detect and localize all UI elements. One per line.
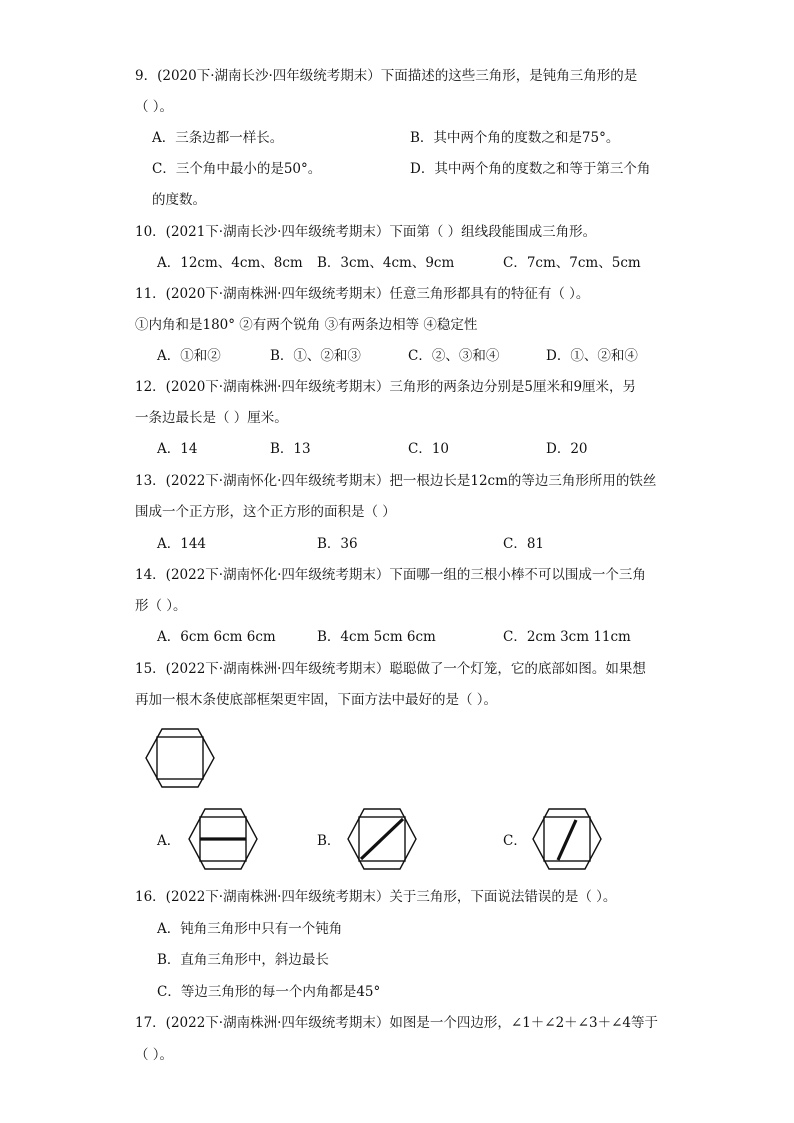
q11-option-c: C．②、③和④	[408, 348, 500, 364]
q17-stem-line1: 17．(2022下·湖南株洲·四年级统考期末）如图是一个四边形，∠1＋∠2＋∠3＋∠4等于	[135, 1015, 658, 1031]
q12-option-d: D．20	[546, 441, 588, 457]
q13-stem-line1: 13．(2022下·湖南怀化·四年级统考期末）把一根边长是12cm的等边三角形所用的铁丝	[135, 473, 657, 489]
lantern-base-figure	[145, 728, 215, 788]
q12-option-c: C．10	[408, 441, 450, 457]
q17-stem-line2: （ ）。	[135, 1047, 174, 1063]
q9-stem-line1: 9．(2020下·湖南长沙·四年级统考期末）下面描述的这些三角形，是钝角三角形的是	[135, 68, 638, 84]
q13-option-c: C．81	[503, 536, 545, 552]
option-c-figure	[532, 808, 602, 870]
q15-option-b: B．	[317, 833, 341, 849]
q9-option-b: B．其中两个角的度数之和是75°。	[410, 130, 620, 146]
q10-option-b: B．3cm、4cm、9cm	[317, 255, 455, 271]
q14-option-c: C．2cm 3cm 11cm	[503, 629, 631, 645]
q9-stem-line2: （ ）。	[135, 99, 174, 115]
q16-option-c: C．等边三角形的每一个内角都是45°	[157, 984, 381, 1000]
q9-option-c: C．三个角中最小的是50°。	[152, 161, 322, 177]
q11-option-b: B．①、②和③	[270, 348, 361, 364]
q15-stem-line1: 15．(2022下·湖南株洲·四年级统考期末）聪聪做了一个灯笼，它的底部如图。如果想	[135, 661, 646, 677]
q15-stem-line2: 再加一根木条使底部框架更牢固，下面方法中最好的是（ ）。	[135, 692, 498, 708]
q9-option-d: D．其中两个角的度数之和等于第三个角	[410, 161, 651, 177]
q16-stem: 16．(2022下·湖南株洲·四年级统考期末）关于三角形，下面说法错误的是（ ）。	[135, 889, 617, 905]
q15-option-a: A．	[157, 833, 181, 849]
q13-option-a: A．144	[157, 536, 207, 552]
q14-option-a: A．6cm 6cm 6cm	[157, 629, 276, 645]
q16-option-a: A．钝角三角形中只有一个钝角	[157, 921, 343, 937]
q11-option-a: A．①和②	[157, 348, 221, 364]
q12-stem-line2: 一条边最长是（ ）厘米。	[135, 410, 288, 426]
q11-option-d: D．①、②和④	[546, 348, 638, 364]
q13-option-b: B．36	[317, 536, 358, 552]
q10-option-a: A．12cm、4cm、8cm	[157, 255, 303, 271]
q11-stem: 11．(2020下·湖南株洲·四年级统考期末）任意三角形都具有的特征有（ ）。	[135, 286, 590, 302]
q14-stem-line2: 形（ ）。	[135, 598, 187, 614]
q9-option-a: A．三条边都一样长。	[152, 130, 284, 146]
q11-features: ①内角和是180° ②有两个锐角 ③有两条边相等 ④稳定性	[135, 317, 478, 333]
q13-stem-line2: 围成一个正方形，这个正方形的面积是（ ）	[135, 504, 396, 520]
q16-option-b: B．直角三角形中，斜边最长	[157, 952, 329, 968]
q10-stem: 10．(2021下·湖南长沙·四年级统考期末）下面第（ ）组线段能围成三角形。	[135, 224, 597, 240]
option-a-figure	[188, 808, 258, 870]
q10-option-c: C．7cm、7cm、5cm	[503, 255, 641, 271]
option-b-figure	[347, 808, 417, 870]
q15-option-c: C．	[503, 833, 527, 849]
q12-option-b: B．13	[270, 441, 311, 457]
q14-option-b: B．4cm 5cm 6cm	[317, 629, 436, 645]
q9-option-d-continued: 的度数。	[152, 192, 206, 208]
q14-stem-line1: 14．(2022下·湖南怀化·四年级统考期末）下面哪一组的三根小棒不可以围成一个三角	[135, 567, 646, 583]
q12-stem-line1: 12．(2020下·湖南株洲·四年级统考期末）三角形的两条边分别是5厘米和9厘米，另	[135, 379, 637, 395]
q12-option-a: A．14	[157, 441, 198, 457]
